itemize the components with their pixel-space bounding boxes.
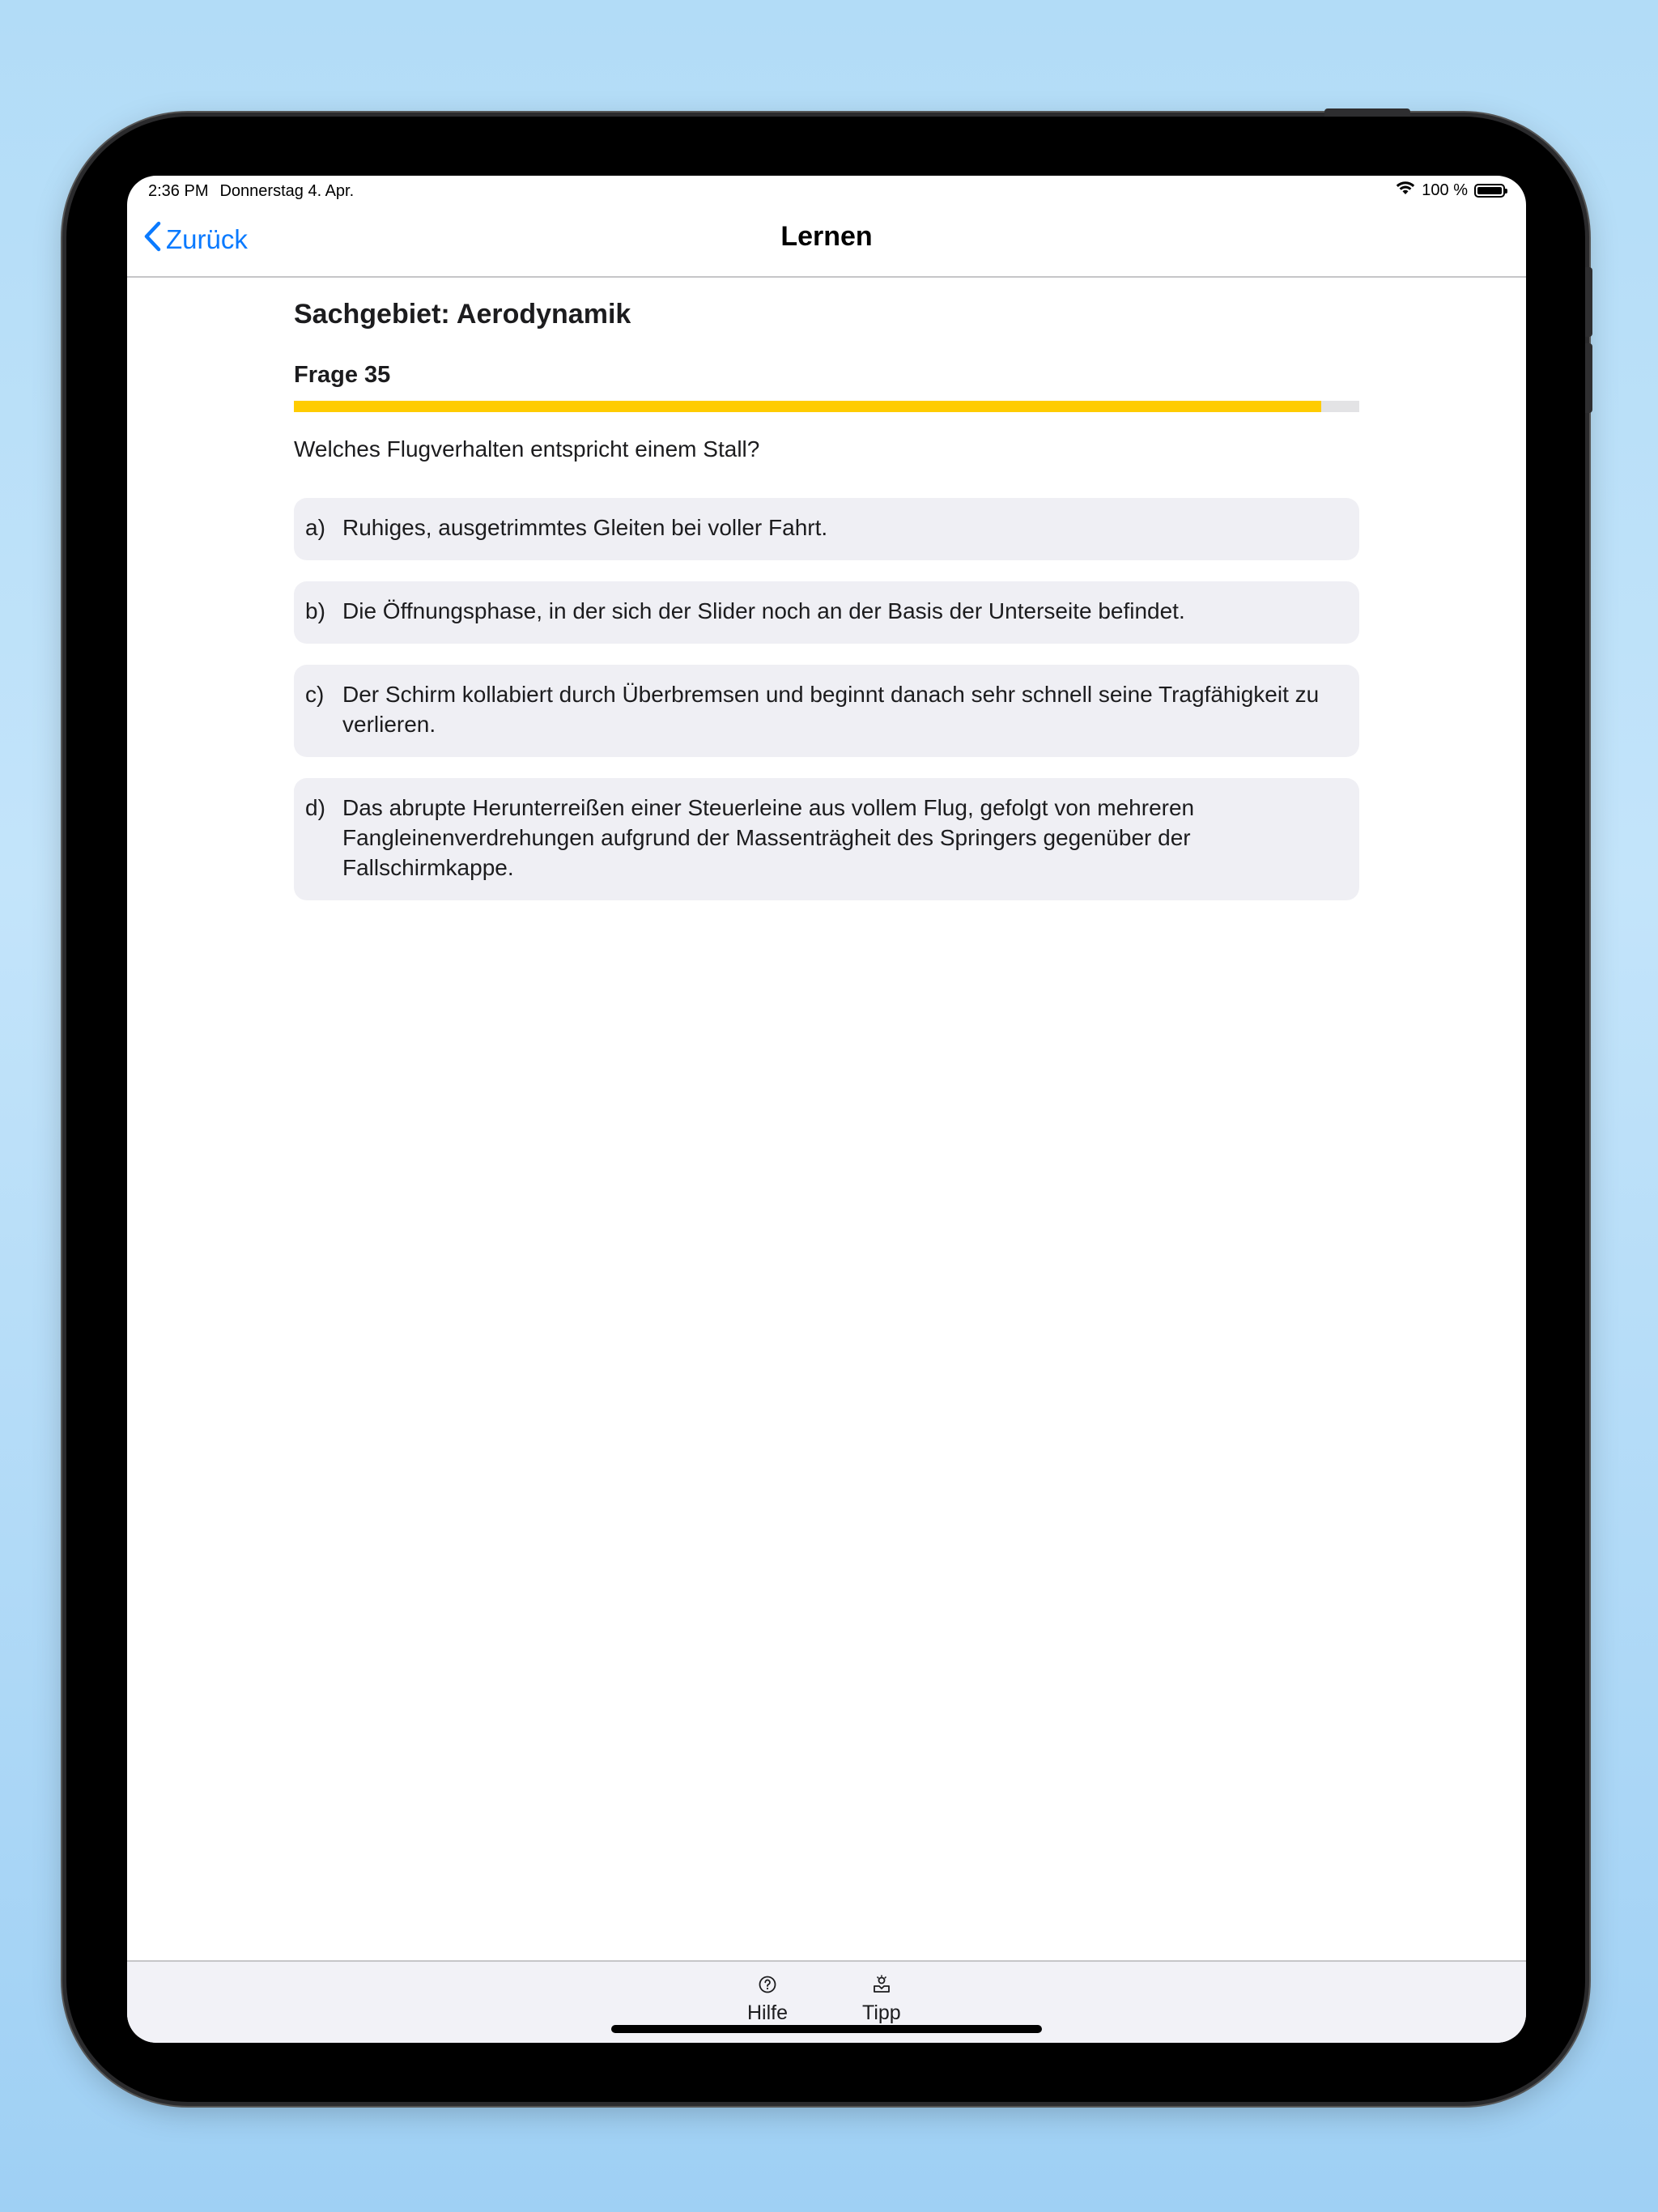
status-date: Donnerstag 4. Apr. — [219, 182, 355, 200]
navigation-bar — [127, 208, 1526, 278]
question-circle-icon — [758, 1975, 777, 2001]
progress-bar — [294, 401, 1359, 412]
answer-option-a[interactable] — [294, 498, 1359, 560]
battery-icon — [1474, 184, 1505, 198]
help-button-label: Hilfe — [747, 2001, 789, 2024]
subject-title: Sachgebiet: Aerodynamik — [294, 299, 631, 330]
lightbulb-hand-icon — [872, 1975, 891, 2001]
answer-option-b[interactable] — [294, 581, 1359, 644]
answer-option-c[interactable] — [294, 665, 1359, 757]
wifi-icon — [1396, 181, 1415, 200]
help-button[interactable] — [747, 1975, 788, 2025]
answer-text: Ruhiges, ausgetrimmtes Gleiten bei voller Fahrt. — [342, 515, 828, 540]
screen — [127, 176, 1526, 2043]
status-time-date — [148, 182, 354, 201]
answer-letter: b) — [305, 598, 325, 623]
home-indicator[interactable] — [611, 2025, 1042, 2033]
device-top-button — [1324, 108, 1410, 117]
answer-text: Das abrupte Herunterreißen einer Steuerleine aus vollem Flug, gefolgt von mehreren Fangleinenverdrehungen aufgrund der Massenträgheit des Springers gegenüber der Fallschirmkappe. — [342, 795, 1195, 880]
status-bar — [127, 176, 1526, 208]
back-button-label: Zurück — [166, 224, 248, 254]
status-time: 2:36 PM — [148, 182, 209, 200]
tip-button[interactable] — [862, 1975, 901, 2025]
answer-letter: c) — [305, 682, 325, 707]
question-content — [294, 294, 1359, 921]
answer-option-d[interactable] — [294, 778, 1359, 900]
device-volume-up-button — [1585, 267, 1592, 337]
device-volume-down-button — [1585, 343, 1592, 413]
page-title: Lernen — [780, 221, 873, 252]
battery-percentage: 100 % — [1422, 181, 1468, 199]
answer-text: Der Schirm kollabiert durch Überbremsen und beginnt danach sehr schnell seine Tragfähigkeit zu verlieren. — [342, 682, 1320, 737]
status-indicators — [1396, 181, 1505, 200]
answer-list — [294, 498, 1359, 900]
question-text: Welches Flugverhalten entspricht einem Stall? — [294, 436, 760, 462]
answer-text: Die Öffnungsphase, in der sich der Slider noch an der Basis der Unterseite befindet. — [342, 598, 1185, 623]
tip-button-label: Tipp — [862, 2001, 901, 2024]
answer-letter: d) — [305, 795, 325, 820]
progress-bar-fill — [294, 401, 1321, 412]
answer-letter: a) — [305, 515, 325, 540]
bottom-toolbar — [127, 1960, 1526, 2043]
question-number: Frage 35 — [294, 362, 391, 388]
